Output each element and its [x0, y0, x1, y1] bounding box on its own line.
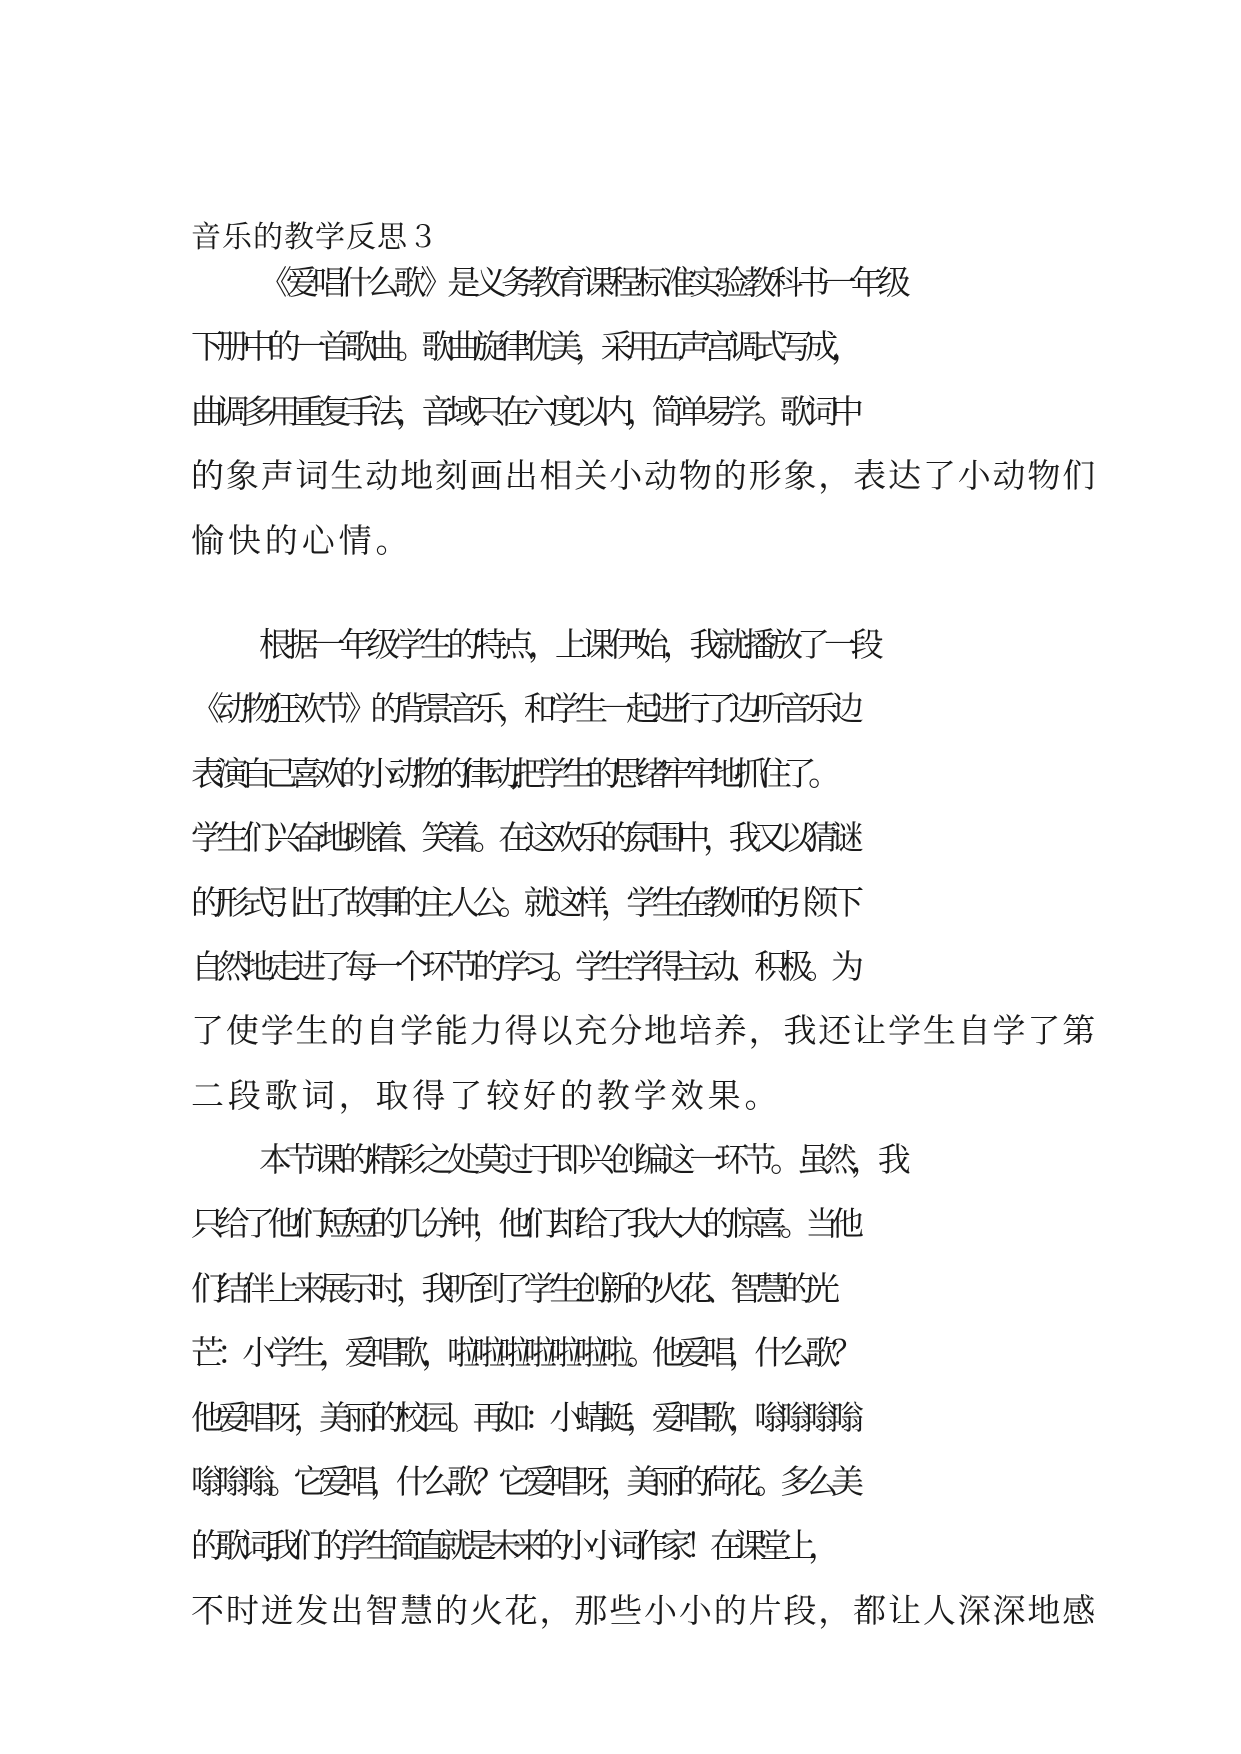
paragraph-line: 《爱唱什么歌》是义务教育课程标准实验教科书一年级	[259, 263, 905, 302]
paragraph-line: 自然地走进了每一个环节的学习。学生学得主动、积极。为	[191, 946, 857, 986]
paragraph-line: 根据一年级学生的特点，上课伊始，我就播放了一段	[259, 625, 878, 664]
paragraph-line: 芒：小学生，爱唱歌，啦啦啦啦啦啦啦。他爱唱，什么歌？	[191, 1333, 857, 1373]
paragraph-line: 的形式引出了故事的主人公。就这样，学生在教师的引领下	[191, 882, 857, 922]
paragraph-line: 愉快的心情。	[191, 520, 413, 560]
paragraph-line: 下册中的一首歌曲。歌曲旋律优美，采用五声宫调式写成，	[191, 327, 857, 367]
paragraph-line: 本节课的精彩之处莫过于即兴创编这一环节。虽然，我	[259, 1140, 905, 1179]
paragraph-line: 嗡嗡嗡。它爱唱，什么歌？它爱唱呀，美丽的荷花。多么美	[191, 1461, 857, 1501]
paragraph-line: 了使学生的自学能力得以充分地培养，我还让学生自学了第	[191, 1011, 1098, 1051]
paragraph-line: 不时迸发出智慧的火花，那些小小的片段，都让人深深地感	[191, 1590, 1098, 1630]
paragraph-line: 们结伴上来展示时，我听到了学生创新的'火花、智慧的光	[191, 1268, 833, 1308]
paragraph-line: 二段歌词，取得了较好的教学效果。	[191, 1075, 782, 1115]
paragraph-lesson-process	[191, 613, 1097, 1128]
paragraph-line: 他爱唱呀，美丽的校园。再如：小蜻蜓，爱唱歌，嗡嗡嗡嗡	[191, 1397, 857, 1437]
paragraph-line: 学生们兴奋地跳着、笑着。在这欢乐的氛围中，我又以猜谜	[191, 818, 857, 858]
paragraph-line: 《动物狂欢节》的背景音乐，和学生一起进行了边听音乐边	[191, 689, 857, 729]
paragraph-highlights	[191, 1128, 1097, 1643]
paragraph-line: 的歌词,我们的学生简直就是未来的小小词作家！在课堂上，	[191, 1526, 833, 1566]
paragraph-line: 只给了他们短短的几分钟，他们却给了我大大的惊喜。当他	[191, 1204, 857, 1244]
paragraph-line: 的象声词生动地刻画出相关小动物的形象，表达了小动物们	[191, 456, 1098, 496]
paragraph-line: 曲调多用重复手法，音域只在六度以内，简单易学。歌词中	[191, 391, 857, 431]
document-title: 音乐的教学反思３	[191, 220, 439, 255]
paragraph-intro	[191, 251, 1097, 573]
paragraph-line: 表演自己喜欢的小动物的律动,把学生的思绪牢牢地抓住了。	[191, 753, 833, 793]
